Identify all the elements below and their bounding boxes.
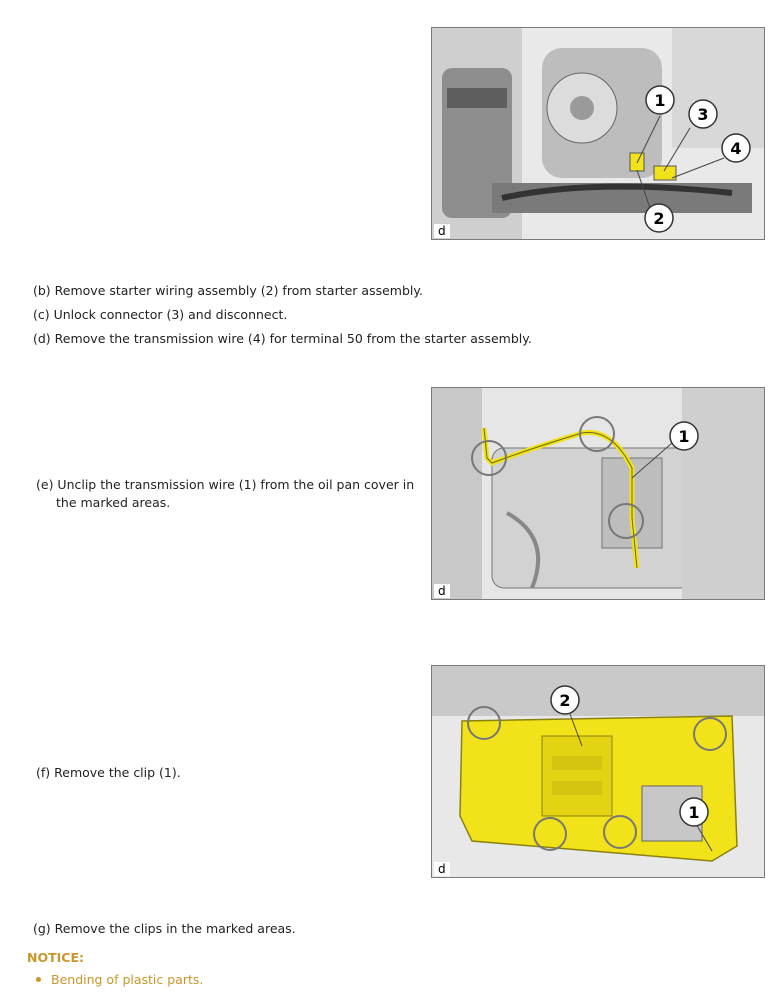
figure-transmission-wire xyxy=(431,387,765,600)
step-c-text: (c) Unlock connector (3) and disconnect. xyxy=(33,307,288,322)
callout-2: 2 xyxy=(653,209,665,228)
callout-1: 1 xyxy=(678,427,690,446)
notice-title: NOTICE: xyxy=(27,950,84,965)
callout-1: 1 xyxy=(654,91,666,110)
step-g-text: (g) Remove the clips in the marked areas. xyxy=(33,921,296,936)
oil-pan-illustration xyxy=(432,666,764,877)
step-e-text-continued: the marked areas. xyxy=(56,495,171,510)
callout-1: 1 xyxy=(688,803,700,822)
callout-2: 2 xyxy=(559,691,571,710)
figure-starter-wiring xyxy=(431,27,765,240)
callout-3: 3 xyxy=(697,105,709,124)
figure-letter: d xyxy=(434,862,450,876)
figure-oil-pan-clips xyxy=(431,665,765,878)
starter-wiring-illustration xyxy=(432,28,764,239)
step-b-text: (b) Remove starter wiring assembly (2) from starter assembly. xyxy=(33,283,423,298)
step-d-text: (d) Remove the transmission wire (4) for terminal 50 from the starter assembly. xyxy=(33,331,532,346)
figure-letter: d xyxy=(434,224,450,238)
figure-letter: d xyxy=(434,584,450,598)
step-e-text: (e) Unclip the transmission wire (1) from the oil pan cover in xyxy=(36,477,415,492)
step-f-text: (f) Remove the clip (1). xyxy=(36,765,181,780)
transmission-wire-illustration xyxy=(432,388,764,599)
notice-item xyxy=(36,972,203,987)
notice-item-text: Bending of plastic parts. xyxy=(51,972,204,987)
bullet-icon xyxy=(36,977,41,982)
callout-4: 4 xyxy=(730,139,742,158)
